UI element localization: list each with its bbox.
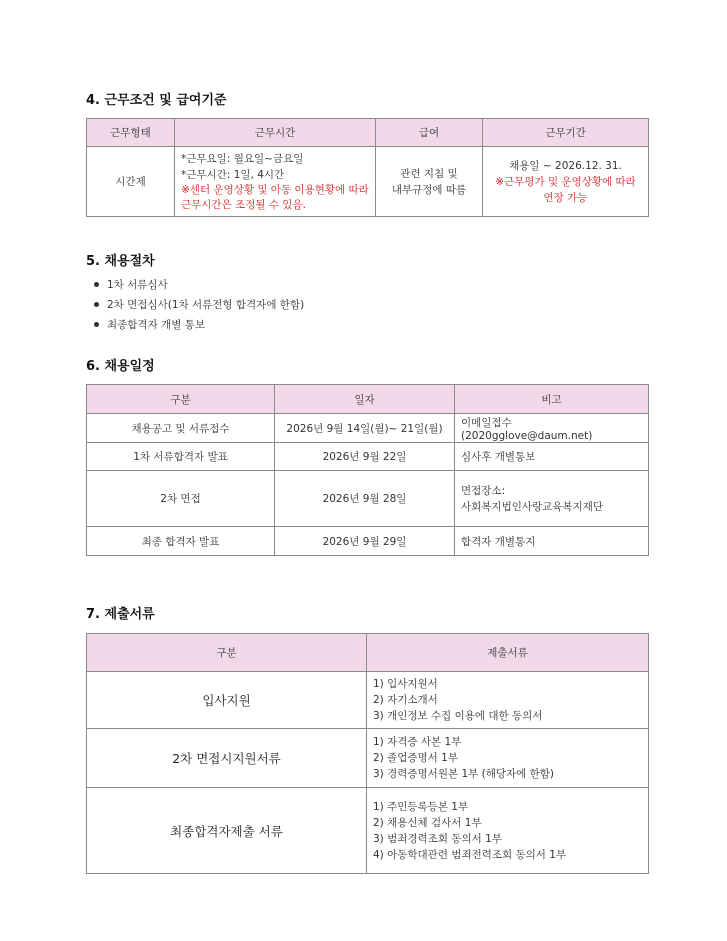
work-period-cell [483, 147, 649, 217]
list-item [90, 317, 304, 337]
interview-location-value: 사회복지법인사랑교육복지재단 [461, 500, 604, 513]
list-item [90, 297, 304, 317]
schedule-date: 2026년 9월 29일 [275, 527, 455, 556]
section-7-title: 7. 제출서류 [86, 607, 155, 622]
schedule-date: 2026년 9월 22일 [275, 443, 455, 471]
table-row [87, 729, 649, 788]
schedule-note: 이메일접수(2020gglove@daum.net) [455, 414, 649, 443]
schedule-category: 채용공고 및 서류접수 [87, 414, 275, 443]
table-row [87, 788, 649, 874]
header-work-period: 근무기간 [483, 119, 649, 147]
work-period-note: ※근무평가 및 운영상황에 따라 연장 가능 [495, 175, 636, 204]
work-hours-note: ※센터 운영상황 및 아동 이용현황에 따라 근무시간은 조정될 수 있음. [181, 183, 369, 211]
schedule-note: 합격자 개별통지 [455, 527, 649, 556]
pay-line-1: 관련 지침 및 [400, 167, 458, 180]
documents-list [367, 729, 649, 788]
schedule-category: 최종 합격자 발표 [87, 527, 275, 556]
table-row [87, 443, 649, 471]
schedule-table [86, 384, 649, 556]
pay-line-2: 내부규정에 따름 [391, 183, 467, 196]
list-item [90, 277, 304, 297]
list-item-text: 1차 서류심사 [107, 279, 168, 291]
documents-category: 2차 면접시지원서류 [87, 729, 367, 788]
table-row [87, 414, 649, 443]
header-note: 비고 [455, 385, 649, 414]
documents-category: 최종합격자제출 서류 [87, 788, 367, 874]
list-item-text: 최종합격자 개별 통보 [107, 319, 205, 331]
header-documents: 제출서류 [367, 634, 649, 672]
work-period-text: 채용일 ~ 2026.12. 31. [509, 159, 622, 172]
header-date: 일자 [275, 385, 455, 414]
table-row [87, 527, 649, 556]
documents-list [367, 788, 649, 874]
header-category: 구분 [87, 385, 275, 414]
work-hours-cell [175, 147, 376, 217]
table-row [87, 471, 649, 527]
schedule-category: 1차 서류합격자 발표 [87, 443, 275, 471]
documents-category: 입사지원 [87, 672, 367, 729]
schedule-category: 2차 면접 [87, 471, 275, 527]
document-item: 1) 주민등록등본 1부 [373, 800, 469, 813]
header-pay: 급여 [376, 119, 483, 147]
bullet-icon [94, 282, 99, 287]
document-item: 3) 개인정보 수집 이용에 대한 동의서 [373, 710, 543, 722]
bullet-icon [94, 302, 99, 307]
schedule-note: 심사후 개별통보 [455, 443, 649, 471]
document-item: 4) 아동학대관련 범죄전력조회 동의서 1부 [373, 848, 567, 861]
work-type-cell: 시간제 [87, 147, 175, 217]
work-days-text: *근무요일: 월요일~금요일 [181, 152, 304, 165]
list-item-text: 2차 면접심사(1차 서류전형 합격자에 한함) [107, 299, 305, 311]
document-item: 3) 경력증명서원본 1부 (해당자에 한함) [373, 768, 555, 780]
document-item: 2) 졸업증명서 1부 [373, 752, 458, 764]
header-category: 구분 [87, 634, 367, 672]
header-work-type: 근무형태 [87, 119, 175, 147]
work-conditions-table [86, 118, 649, 217]
document-item: 2) 자기소개서 [373, 694, 438, 706]
section-5-title: 5. 채용절차 [86, 254, 155, 269]
hiring-process-list [90, 277, 304, 337]
section-6-title: 6. 채용일정 [86, 359, 155, 374]
document-item: 1) 자격증 사본 1부 [373, 736, 462, 748]
document-item: 1) 입사지원서 [373, 678, 438, 690]
documents-list [367, 672, 649, 729]
work-hours-text: *근무시간: 1일, 4시간 [181, 168, 285, 181]
schedule-date: 2026년 9월 28일 [275, 471, 455, 527]
bullet-icon [94, 322, 99, 327]
schedule-note [455, 471, 649, 527]
pay-cell [376, 147, 483, 217]
documents-table [86, 633, 649, 874]
interview-location-label: 면접장소: [461, 484, 506, 497]
header-work-hours: 근무시간 [175, 119, 376, 147]
schedule-date: 2026년 9월 14일(월)~ 21일(월) [275, 414, 455, 443]
document-item: 2) 채용신체 검사서 1부 [373, 816, 482, 829]
section-4-title: 4. 근무조건 및 급여기준 [86, 93, 227, 108]
table-row [87, 672, 649, 729]
document-item: 3) 범죄경력조회 동의서 1부 [373, 832, 502, 845]
